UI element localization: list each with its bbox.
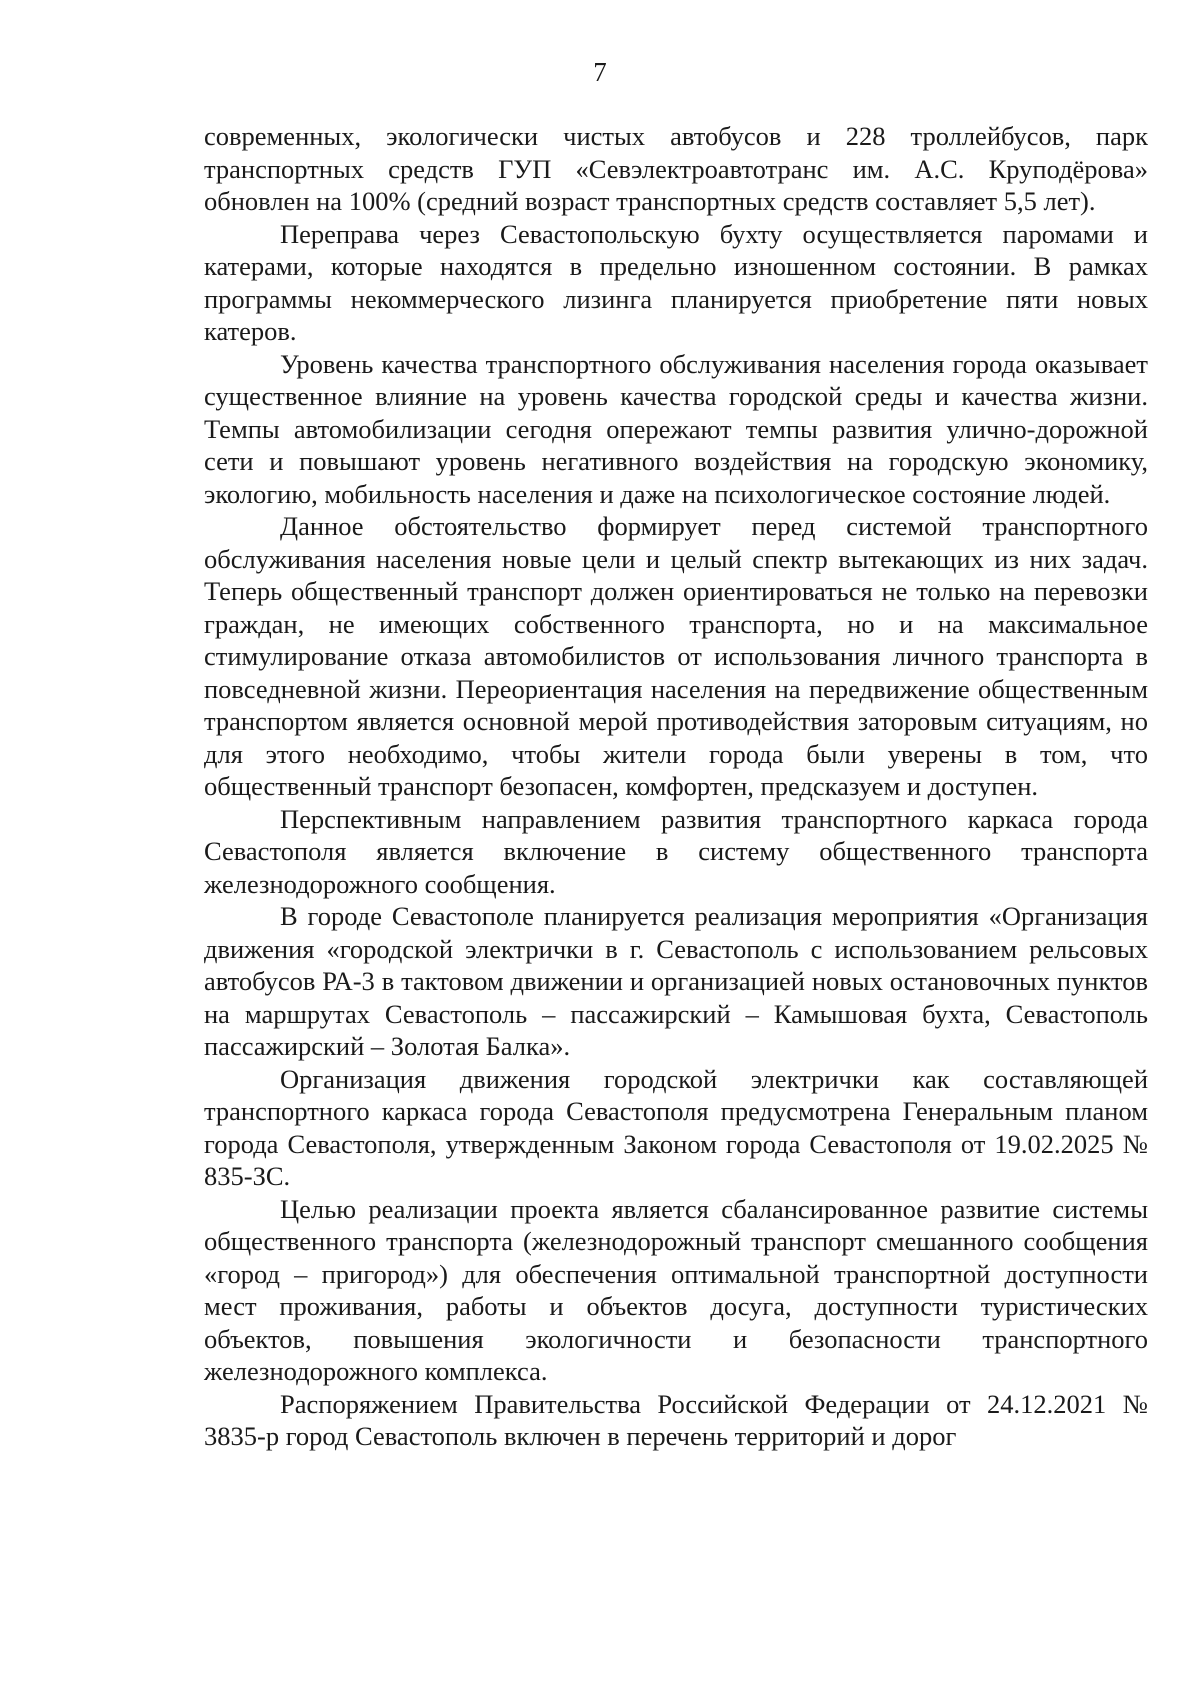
page-number: 7: [593, 57, 607, 87]
paragraph-city-train: В городе Севастополе планируется реализация мероприятия «Организация движения «городской электрички в г. Севастополь с использованием рельсовых автобусов РА-3 в тактовом движении и организацией новых остановочных пунктов на маршрутах Севастополь – пассажирский – Камышовая бухта, Севастополь пассажирский – Золотая Балка».: [204, 901, 1148, 1061]
paragraph-general-plan: Организация движения городской электрички как составляющей транспортного каркаса города Севастополя предусмотрена Генеральным планом города Севастополя, утвержденным Законом города Севастополя от 19.02.2025 № 835-ЗС.: [204, 1063, 1148, 1191]
paragraph-railway-direction: Перспективным направлением развития транспортного каркаса города Севастополя является включение в систему общественного транспорта железнодорожного сообщения.: [204, 803, 1148, 899]
paragraph-government-order: Распоряжением Правительства Российской Федерации от 24.12.2021 № 3835-р город Севастополь включен в перечень территорий и дорог: [204, 1388, 1148, 1451]
paragraph-public-transport-goals: Данное обстоятельство формирует перед системой транспортного обслуживания населения новые цели и целый спектр вытекающих из них задач. Теперь общественный транспорт должен ориентироваться не только на перевозки граждан, не имеющих собственного транспорта, но и на максимальное стимулирование отказа автомобилистов от использования личного транспорта в повседневной жизни. Переориентация населения на передвижение общественным транспортом является основной мерой противодействия заторовым ситуациям, но для этого необходимо, чтобы жители города были уверены в том, что общественный транспорт безопасен, комфортен, предсказуем и доступен.: [204, 511, 1148, 801]
paragraph-continuation: современных, экологически чистых автобусов и 228 троллейбусов, парк транспортных средств ГУП «Севэлектроавтотранс им. А.С. Круподёрова» обновлен на 100% (средний возраст транспортных средств составляет 5,5 лет).: [204, 121, 1148, 216]
paragraph-ferry: Переправа через Севастопольскую бухту осуществляется паромами и катерами, которые находятся в предельно изношенном состоянии. В рамках программы некоммерческого лизинга планируется приобретение пяти новых катеров.: [204, 218, 1148, 346]
paragraph-project-goal: Целью реализации проекта является сбалансированное развитие системы общественного транспорта (железнодорожный транспорт смешанного сообщения «город – пригород») для обеспечения оптимальной транспортной доступности мест проживания, работы и объектов досуга, доступности туристических объектов, повышения экологичности и безопасности транспортного железнодорожного комплекса.: [204, 1193, 1148, 1386]
document-body: [204, 120, 1148, 1453]
paragraph-service-quality: Уровень качества транспортного обслуживания населения города оказывает существенное влияние на уровень качества городской среды и качества жизни. Темпы автомобилизации сегодня опережают темпы развития улично-дорожной сети и повышают уровень негативного воздействия на городскую экономику, экологию, мобильность населения и даже на психологическое состояние людей.: [204, 348, 1148, 509]
